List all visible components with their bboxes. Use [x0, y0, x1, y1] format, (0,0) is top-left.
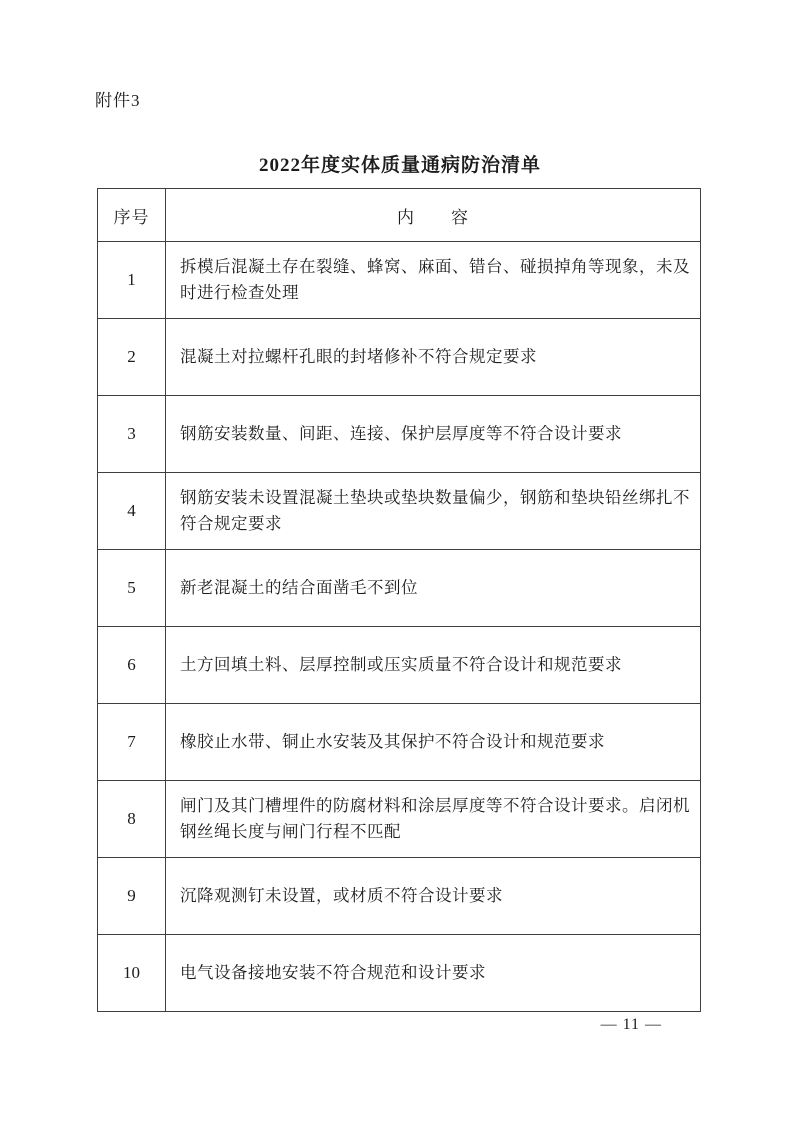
row-content: 闸门及其门槽埋件的防腐材料和涂层厚度等不符合设计要求。启闭机钢丝绳长度与闸门行程不匹配 — [166, 781, 701, 858]
header-content: 内 容 — [166, 189, 701, 242]
table-row — [98, 627, 701, 704]
row-content: 混凝土对拉螺杆孔眼的封堵修补不符合规定要求 — [166, 319, 701, 396]
table-row — [98, 473, 701, 550]
row-content: 钢筋安装未设置混凝土垫块或垫块数量偏少，钢筋和垫块铅丝绑扎不符合规定要求 — [166, 473, 701, 550]
row-content: 土方回填土料、层厚控制或压实质量不符合设计和规范要求 — [166, 627, 701, 704]
row-index: 9 — [98, 858, 166, 935]
row-index: 5 — [98, 550, 166, 627]
row-content: 新老混凝土的结合面凿毛不到位 — [166, 550, 701, 627]
table-row — [98, 781, 701, 858]
row-index: 7 — [98, 704, 166, 781]
row-index: 8 — [98, 781, 166, 858]
table-row — [98, 242, 701, 319]
row-index: 3 — [98, 396, 166, 473]
defect-list-table — [97, 188, 701, 1012]
page-number: — 11 — — [600, 1016, 662, 1033]
row-content: 电气设备接地安装不符合规范和设计要求 — [166, 935, 701, 1012]
table-row — [98, 858, 701, 935]
row-content: 拆模后混凝土存在裂缝、蜂窝、麻面、错台、碰损掉角等现象，未及时进行检查处理 — [166, 242, 701, 319]
table-row — [98, 550, 701, 627]
header-index: 序号 — [98, 189, 166, 242]
table-row — [98, 704, 701, 781]
row-index: 2 — [98, 319, 166, 396]
attachment-label: 附件3 — [95, 91, 141, 110]
row-content: 沉降观测钉未设置，或材质不符合设计要求 — [166, 858, 701, 935]
row-index: 1 — [98, 242, 166, 319]
table-row — [98, 396, 701, 473]
row-index: 10 — [98, 935, 166, 1012]
page-title: 2022年度实体质量通病防治清单 — [258, 155, 541, 176]
row-content: 橡胶止水带、铜止水安装及其保护不符合设计和规范要求 — [166, 704, 701, 781]
row-content: 钢筋安装数量、间距、连接、保护层厚度等不符合设计要求 — [166, 396, 701, 473]
table-row — [98, 935, 701, 1012]
table-header-row — [98, 189, 701, 242]
table-row — [98, 319, 701, 396]
row-index: 4 — [98, 473, 166, 550]
row-index: 6 — [98, 627, 166, 704]
